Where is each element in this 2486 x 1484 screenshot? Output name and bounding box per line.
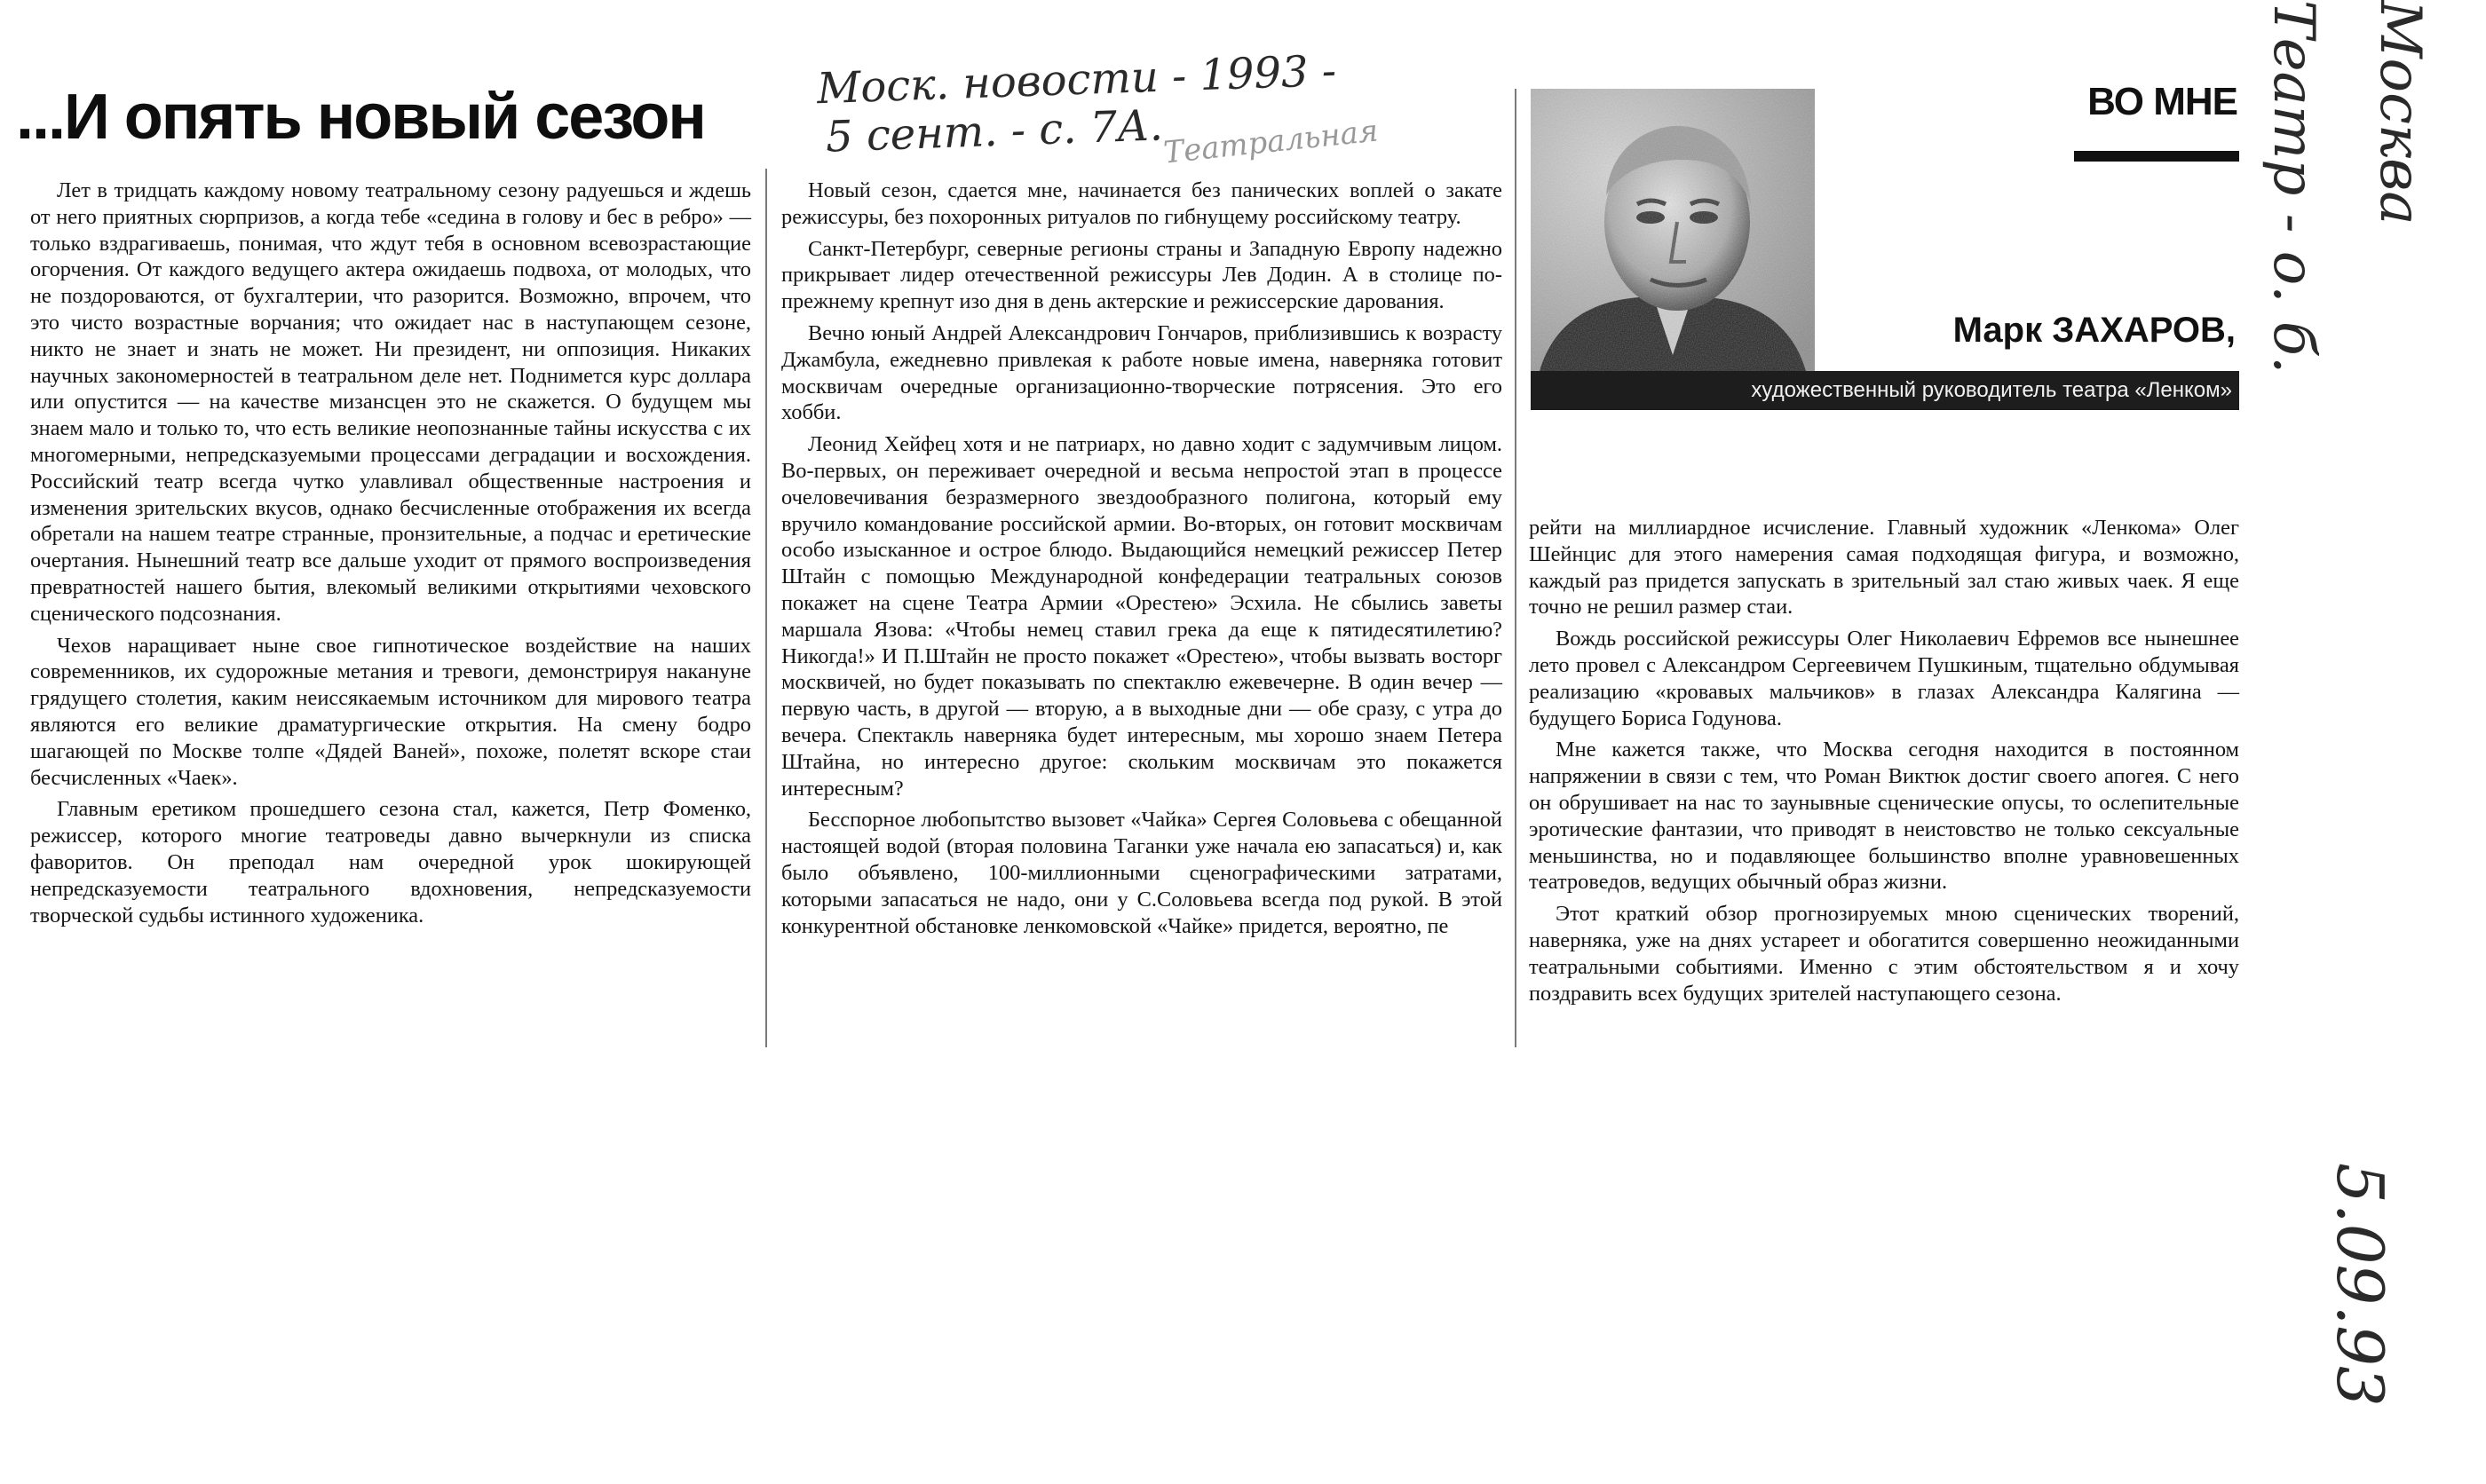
- article-column-1: [30, 178, 751, 1065]
- faded-stamp: Театральная: [1161, 113, 1381, 171]
- paragraph: Чехов наращивает ныне свое гипнотическое воздействие на наших современников, их судорожные метания и тревоги, демонстрируя накануне грядущего столетия, каким неиссякаемым источником для мирового театра являются его великие драматургические открытия. На смену бодро шагающей по Москве толпе «Дядей Ваней», похоже, полетят вскоре стаи бесчисленных «Чаек».: [30, 633, 751, 790]
- column-divider-left: [765, 169, 767, 1047]
- paragraph: Лет в тридцать каждому новому театральному сезону радуешься и ждешь от него приятных сюрпризов, а когда тебе «седина в голову и бес в ребро» — только вздрагиваешь, понимая, что ждут тебя в основном всевозрастающие огорчения. От каждого ведущего актера ожидаешь подвоха, от молодых, что не поздороваются, от бухгалтерии, что разорится. Возможно, впрочем, что это чисто возрастные ворчания; что ожидает нас в наступающем сезоне, никто не знает и знать не может. Ни президент, ни оппозиция. Никаких научных закономерностей в театральном деле нет. Поднимется курс доллара или опустится — на качестве мизансцен это не скажется. О будущем мы знаем мало и только то, что есть великие неопознанные тайны искусства с их многомерными, непредсказуемыми процессами деградации и восхождения. Российский театр всегда чутко улавливал общественные настроения и изменения зрительских вкусов, однако бесчисленные отображения их всегда обретали на нашем театре странные, пронзительные, а подчас и еретические очертания. Нынешний театр все дальше уходит от прямого воспроизведения превратностей нашего бытия, влекомый великими открытиями чеховского сценического подсознания.: [30, 178, 751, 626]
- handwritten-side-city: Москва: [2367, 0, 2433, 225]
- column-divider-right: [1515, 89, 1516, 1047]
- author-name: Марк ЗАХАРОВ,: [1952, 311, 2236, 350]
- paragraph: Новый сезон, сдается мне, начинается без панических воплей о закате режиссуры, без похоронных ритуалов по гибнущему российскому театру.: [781, 178, 1502, 229]
- paragraph: Мне кажется также, что Москва сегодня находится в постоянном напряжении в связи с тем, что Роман Виктюк достиг своего апогея. С него он обрушивает на нас то заунывные сценические опусы, то ослепительные эротические фантазии, что приводят в неистовство не только сексуальные меньшинства, но и подавляющее большинство вполне уравновешенных театроведов, ведущих обычный образ жизни.: [1529, 738, 2239, 895]
- handwritten-date-note: 5 сент. - с. 7А.: [825, 100, 1164, 162]
- handwritten-side-date: 5.09.93: [2323, 1163, 2397, 1407]
- author-caption: художественный руководитель театра «Ленком»: [1751, 378, 2232, 402]
- paragraph: Леонид Хейфец хотя и не патриарх, но давно ходит с задумчивым лицом. Во-первых, он переживает очередной и весьма непростой этап в процессе очеловечивания безразмерного звездообразного полигона, который ему вручило командование российской армии. Во-вторых, он готовит москвичам особо изысканное и острое блюдо. Выдающийся немецкий режиссер Петер Штайн с помощью Международной конфедерации театральных союзов покажет на сцене Театра Армии «Орестею» Эсхила. Не сбылись заветы маршала Язова: «Чтобы немец ставил грека да еще к пятидесятилетию? Никогда!» И П.Штайн не просто покажет «Орестею», чтобы вызвать восторг москвичей, но будет показывать по спектаклю ежевечерне. В один вечер — первую часть, в другой — вторую, а в выходные дни — обе сразу, с утра до вечера. Спектакль наверняка будет интересным, мы хорошо знаем Петера Штайна, но интересно другое: скольким москвичам это покажется интересным?: [781, 432, 1502, 801]
- handwritten-side-category: Театр - о. б.: [2260, 0, 2326, 375]
- paragraph: Вечно юный Андрей Александрович Гончаров, приблизившись к возрасту Джамбула, ежедневно привлекая к работе новые имена, наверняка готовит москвичам очередные организационно-творческие потрясения. Это его хобби.: [781, 320, 1502, 425]
- article-headline: ...И опять новый сезон: [16, 82, 705, 153]
- rubric-underline: [2074, 151, 2239, 162]
- paragraph: рейти на миллиардное исчисление. Главный художник «Ленкома» Олег Шейнцис для этого намерения самая подходящая фигура, и возможно, каждый раз придется запускать в зрительный зал стаю живых чаек. Я еще точно не решил размер стаи.: [1529, 516, 2239, 620]
- rubric-label: ВО МНЕ: [2087, 80, 2237, 123]
- paragraph: Этот краткий обзор прогнозируемых мною сценических творений, наверняка, уже на днях устареет и обогатится совершенно неожиданными театральными событиями. Именно с этим обстоятельством я и хочу поздравить всех будущих зрителей наступающего сезона.: [1529, 902, 2239, 1006]
- paragraph: Санкт-Петербург, северные регионы страны и Западную Европу надежно прикрывает лидер отечественной режиссуры Лев Додин. А в столице по-прежнему крепнут изо дня в день актерские и режиссерские дарования.: [781, 236, 1502, 314]
- paragraph: Бесспорное любопытство вызовет «Чайка» Сергея Соловьева с обещанной настоящей водой (вторая половина Таганки уже начала ею запасаться) и, как было объявлено, 100-миллионными сценографическими затратами, которыми запасаться не надо, они у С.Соловьева всегда под рукой. В этой конкурентной обстановке ленкомовской «Чайке» придется, вероятно, пе: [781, 808, 1502, 938]
- paragraph: Главным еретиком прошедшего сезона стал, кажется, Петр Фоменко, режиссер, которого многие театроведы давно вычеркнули из списка фаворитов. Он преподал нам очередной урок шокирующей непредсказуемости театрального вдохновения, непредсказуемости творческой судьбы истинного художеника.: [30, 797, 751, 928]
- paragraph: Вождь российской режиссуры Олег Николаевич Ефремов все нынешнее лето провел с Александром Сергеевичем Пушкиным, тщательно обдумывая реализацию «кровавых мальчиков» в глазах Александра Калягина — будущего Бориса Годунова.: [1529, 627, 2239, 730]
- portrait-image: [1531, 89, 1815, 371]
- handwritten-source-note: Моск. новости - 1993 -: [816, 45, 1337, 114]
- author-photo: [1531, 89, 1815, 371]
- article-column-3: [1529, 515, 2239, 1065]
- article-column-2: [781, 178, 1502, 1047]
